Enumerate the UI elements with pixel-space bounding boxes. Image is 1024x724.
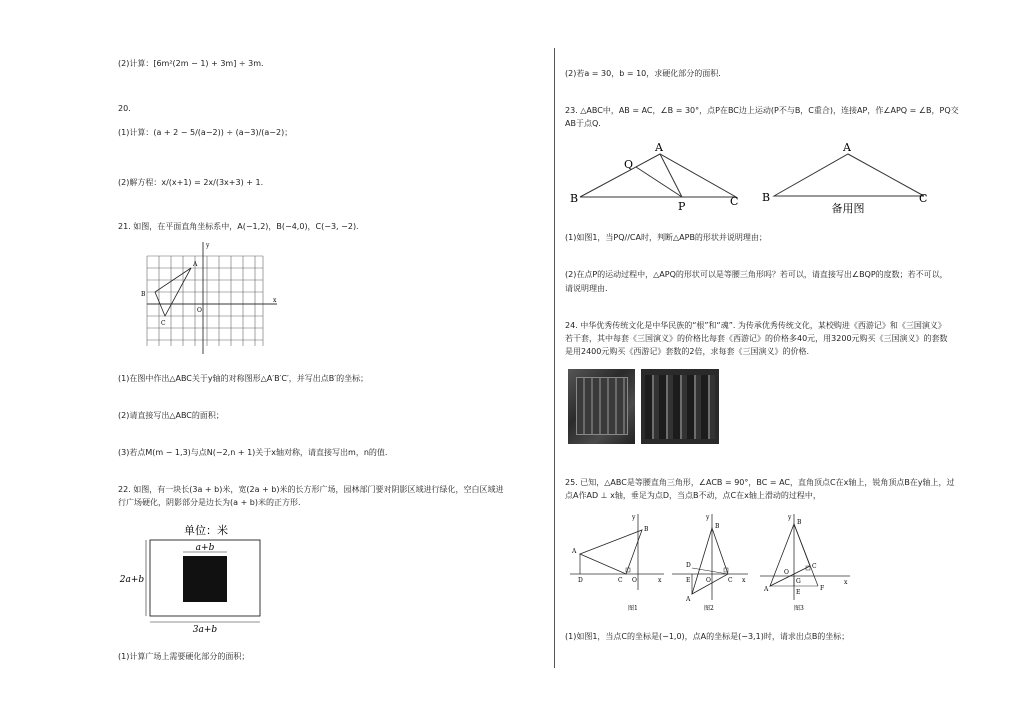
label-d: D — [578, 577, 583, 584]
label-d: D — [686, 562, 691, 569]
segment-pq — [636, 167, 682, 197]
q22-part2: (2)若a = 30，b = 10，求硬化部分的面积. — [565, 69, 721, 78]
q24-stem-line1: 24. 中华优秀传统文化是中华民族的“根”和“魂”. 为传承优秀传统文化，某校购进《西游记》和《三国演义》 — [565, 321, 946, 330]
q25-stem-line2: 点A作AD ⊥ x轴，垂足为点D，当点B不动，点C在x轴上滑动的过程中， — [565, 491, 821, 500]
unit-label: 单位：米 — [184, 524, 228, 537]
q25-figure-3 — [756, 510, 851, 615]
label-a: A — [655, 141, 663, 154]
label-a: A — [572, 548, 577, 555]
label-b: B — [762, 191, 771, 204]
triangle-abc — [692, 528, 728, 594]
q21-part1: (1)在图中作出△ABC关于y轴的对称图形△A′B′C′，并写出点B′的坐标； — [118, 374, 369, 383]
q21-part3: (3)若点M(m − 1,3)与点N(−2,n + 1)关于x轴对称，请直接写出m，n的值. — [118, 448, 388, 457]
q23-figure-1 — [568, 140, 748, 215]
q22-square-plaza-figure — [118, 522, 273, 634]
label-b: B — [570, 192, 579, 205]
q21-stem: 21. 如图，在平面直角坐标系中，A(−1,2)，B(−4,0)，C(−3, −2). — [118, 222, 359, 231]
triangle-abc — [580, 530, 642, 574]
label-a: A — [193, 261, 198, 268]
book-spines-texture — [645, 375, 715, 439]
triangle-abc — [580, 154, 736, 197]
q24-stem-line2: 若干套，其中每套《三国演义》的价格比每套《西游记》的价格多40元，用3200元购买《三国演义》的套数 — [565, 334, 948, 343]
q19-part2: (2)计算：[6m²(2m − 1) + 3m] ÷ 3m. — [118, 59, 264, 68]
q23-part2-line1: (2)在点P的运动过程中，△APQ的形状可以是等腰三角形吗？若可以，请直接写出∠BQP的度数；若不可以， — [565, 270, 948, 279]
label-c: C — [618, 577, 623, 584]
figure-1-caption: 图1 — [628, 605, 638, 612]
q21-coordinate-grid-figure — [135, 238, 280, 358]
label-c: C — [728, 577, 733, 584]
q22-part1: (1)计算广场上需要硬化部分的面积； — [118, 652, 250, 661]
q20-number: 20. — [118, 104, 131, 113]
q25-figure-1 — [566, 510, 666, 615]
q22-stem-line2: 行广场硬化，阴影部分是边长为(a + b)米的正方形. — [118, 498, 301, 507]
bottom-dimension-label: 3a+b — [192, 625, 218, 634]
triangle-abc — [770, 524, 810, 586]
label-o: O — [784, 569, 789, 576]
label-y: y — [706, 514, 710, 521]
label-b: B — [797, 519, 802, 526]
segment-de — [692, 568, 728, 574]
top-dimension-label: a+b — [195, 543, 215, 553]
label-b: B — [644, 526, 649, 533]
label-y: y — [206, 242, 210, 249]
spare-figure-caption: 备用图 — [831, 202, 865, 215]
label-b: B — [141, 291, 146, 298]
label-f: F — [820, 585, 825, 592]
label-g: G — [796, 578, 801, 585]
q23-stem-line2: AB于点Q. — [565, 119, 601, 128]
q25-part1: (1)如图1，当点C的坐标是(−1,0)，点A的坐标是(−3,1)时，请求出点B的坐标； — [565, 632, 850, 641]
q23-spare-figure — [756, 140, 941, 218]
figure-3-caption: 图3 — [794, 605, 804, 612]
shaded-square — [183, 556, 227, 602]
right-column — [556, 0, 1024, 724]
q20-part2: (2)解方程：x/(x+1) = 2x/(3x+3) + 1. — [118, 178, 264, 187]
q21-part2: (2)请直接写出△ABC的面积； — [118, 411, 224, 420]
label-x: x — [844, 579, 848, 586]
label-o: O — [632, 577, 637, 584]
q23-part1: (1)如图1，当PQ//CA时，判断△APB的形状并说明理由； — [565, 233, 767, 242]
label-a: A — [686, 596, 691, 603]
book-cover-texture — [576, 377, 628, 435]
label-q: Q — [624, 158, 634, 171]
label-x: x — [742, 577, 746, 584]
q22-stem-line1: 22. 如图，有一块长(3a + b)米，宽(2a + b)米的长方形广场，园林部门要对阴影区域进行绿化，空白区域进 — [118, 485, 504, 494]
grid-lines — [147, 256, 263, 346]
label-c: C — [919, 192, 928, 205]
label-e: E — [796, 589, 801, 596]
q23-part2-line2: 请说明理由. — [565, 284, 608, 293]
column-divider — [554, 48, 555, 668]
q23-stem-line1: 23. △ABC中，AB = AC，∠B = 30°，点P在BC边上运动(P不与B，C重合)，连接AP，作∠APQ = ∠B，PQ交 — [565, 106, 959, 115]
label-a: A — [843, 141, 851, 154]
label-e: E — [686, 577, 691, 584]
figure-2-caption: 图2 — [704, 605, 714, 612]
q25-figure-2 — [668, 510, 750, 615]
label-p: P — [678, 200, 686, 213]
q24-stem-line3: 是用2400元购买《西游记》套数的2倍，求每套《三国演义》的价格. — [565, 347, 809, 356]
triangle-abc-spare — [774, 154, 924, 196]
label-c: C — [730, 195, 739, 208]
label-c: C — [812, 563, 817, 570]
label-c: C — [161, 320, 166, 327]
label-y: y — [632, 514, 636, 521]
label-o: O — [706, 577, 711, 584]
label-y: y — [788, 514, 792, 521]
book-set-photo-sanguo — [641, 369, 719, 444]
segment-bf — [794, 524, 818, 586]
book-set-photo-xiyouji — [568, 369, 635, 444]
q25-stem-line1: 25. 已知，△ABC是等腰直角三角形，∠ACB = 90°，BC = AC，直角顶点C在x轴上，锐角顶点B在y轴上，过 — [565, 478, 955, 487]
left-dimension-label: 2a+b — [119, 575, 145, 585]
label-a: A — [764, 586, 769, 593]
q20-part1: (1)计算：(a + 2 − 5/(a−2)) ÷ (a−3)/(a−2)； — [118, 128, 293, 137]
label-b: B — [715, 523, 720, 530]
label-x: x — [273, 297, 277, 304]
label-o: O — [197, 307, 202, 314]
label-x: x — [658, 577, 662, 584]
